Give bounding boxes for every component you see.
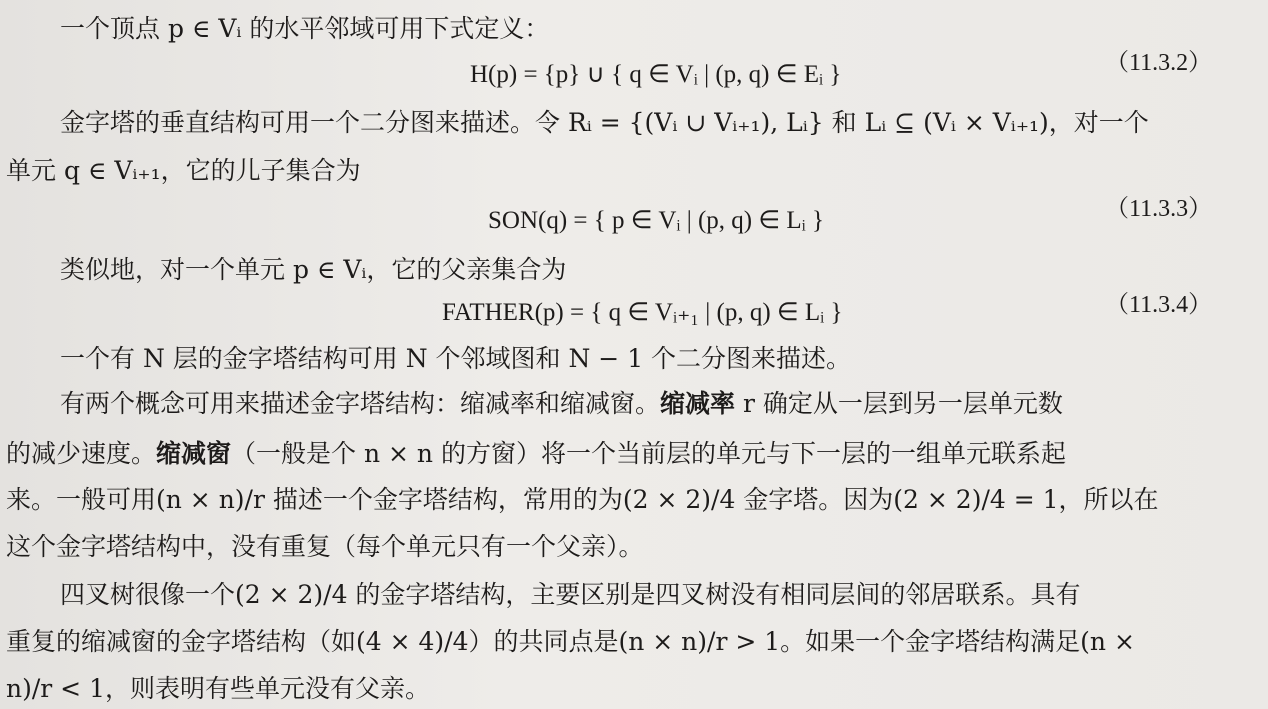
equation-11-3-4: FATHER(p) = { q ∈ Vᵢ₊₁ | (p, q) ∈ Lᵢ } (442, 299, 843, 326)
paragraph-line-1: 一个顶点 p ∈ Vᵢ 的水平邻域可用下式定义： (60, 14, 550, 43)
equation-11-3-3: SON(q) = { p ∈ Vᵢ | (p, q) ∈ Lᵢ } (488, 207, 825, 234)
paragraph-text: 有两个概念可用来描述金字塔结构：缩减率和缩减窗。 (60, 389, 661, 418)
paragraph-line-8: 来。一般可用(n × n)/r 描述一个金字塔结构，常用的为(2 × 2)/4 金字塔。因为(2 × 2)/4 = 1，所以在 (6, 485, 1159, 514)
equation-number-11-3-2: （11.3.2） (1105, 50, 1213, 76)
paragraph-line-12: n)/r < 1，则表明有些单元没有父亲。 (6, 674, 430, 703)
equation-11-3-2: H(p) = {p} ∪ { q ∈ Vᵢ | (p, q) ∈ Eᵢ } (470, 61, 842, 88)
paragraph-line-3: 单元 q ∈ Vᵢ₊₁，它的儿子集合为 (6, 156, 361, 185)
paragraph-line-6 (60, 387, 1063, 421)
paragraph-line-9: 这个金字塔结构中，没有重复（每个单元只有一个父亲）。 (6, 532, 644, 561)
paragraph-line-2: 金字塔的垂直结构可用一个二分图来描述。令 Rᵢ = {(Vᵢ ∪ Vᵢ₊₁), Lᵢ} 和 Lᵢ ⊆ (Vᵢ × Vᵢ₊₁)，对一个 (60, 108, 1149, 137)
paragraph-line-7 (6, 437, 1066, 471)
paragraph-line-11: 重复的缩减窗的金字塔结构（如(4 × 4)/4）的共同点是(n × n)/r > 1。如果一个金字塔结构满足(n × (6, 627, 1135, 656)
equation-number-11-3-4: （11.3.4） (1105, 292, 1213, 318)
equation-number-11-3-3: （11.3.3） (1105, 196, 1213, 222)
paragraph-line-5: 一个有 N 层的金字塔结构可用 N 个邻域图和 N − 1 个二分图来描述。 (60, 344, 852, 373)
paragraph-text: 的减少速度。 (6, 439, 157, 468)
paragraph-line-4: 类似地，对一个单元 p ∈ Vᵢ，它的父亲集合为 (60, 255, 567, 284)
paragraph-text: r 确定从一层到另一层单元数 (735, 389, 1063, 418)
paragraph-text: （一般是个 n × n 的方窗）将一个当前层的单元与下一层的一组单元联系起 (231, 439, 1066, 468)
term-reduction-rate: 缩减率 (660, 389, 736, 418)
paragraph-line-10: 四叉树很像一个(2 × 2)/4 的金字塔结构，主要区别是四叉树没有相同层间的邻居联系。具有 (60, 580, 1081, 609)
term-reduction-window: 缩减窗 (156, 439, 232, 468)
